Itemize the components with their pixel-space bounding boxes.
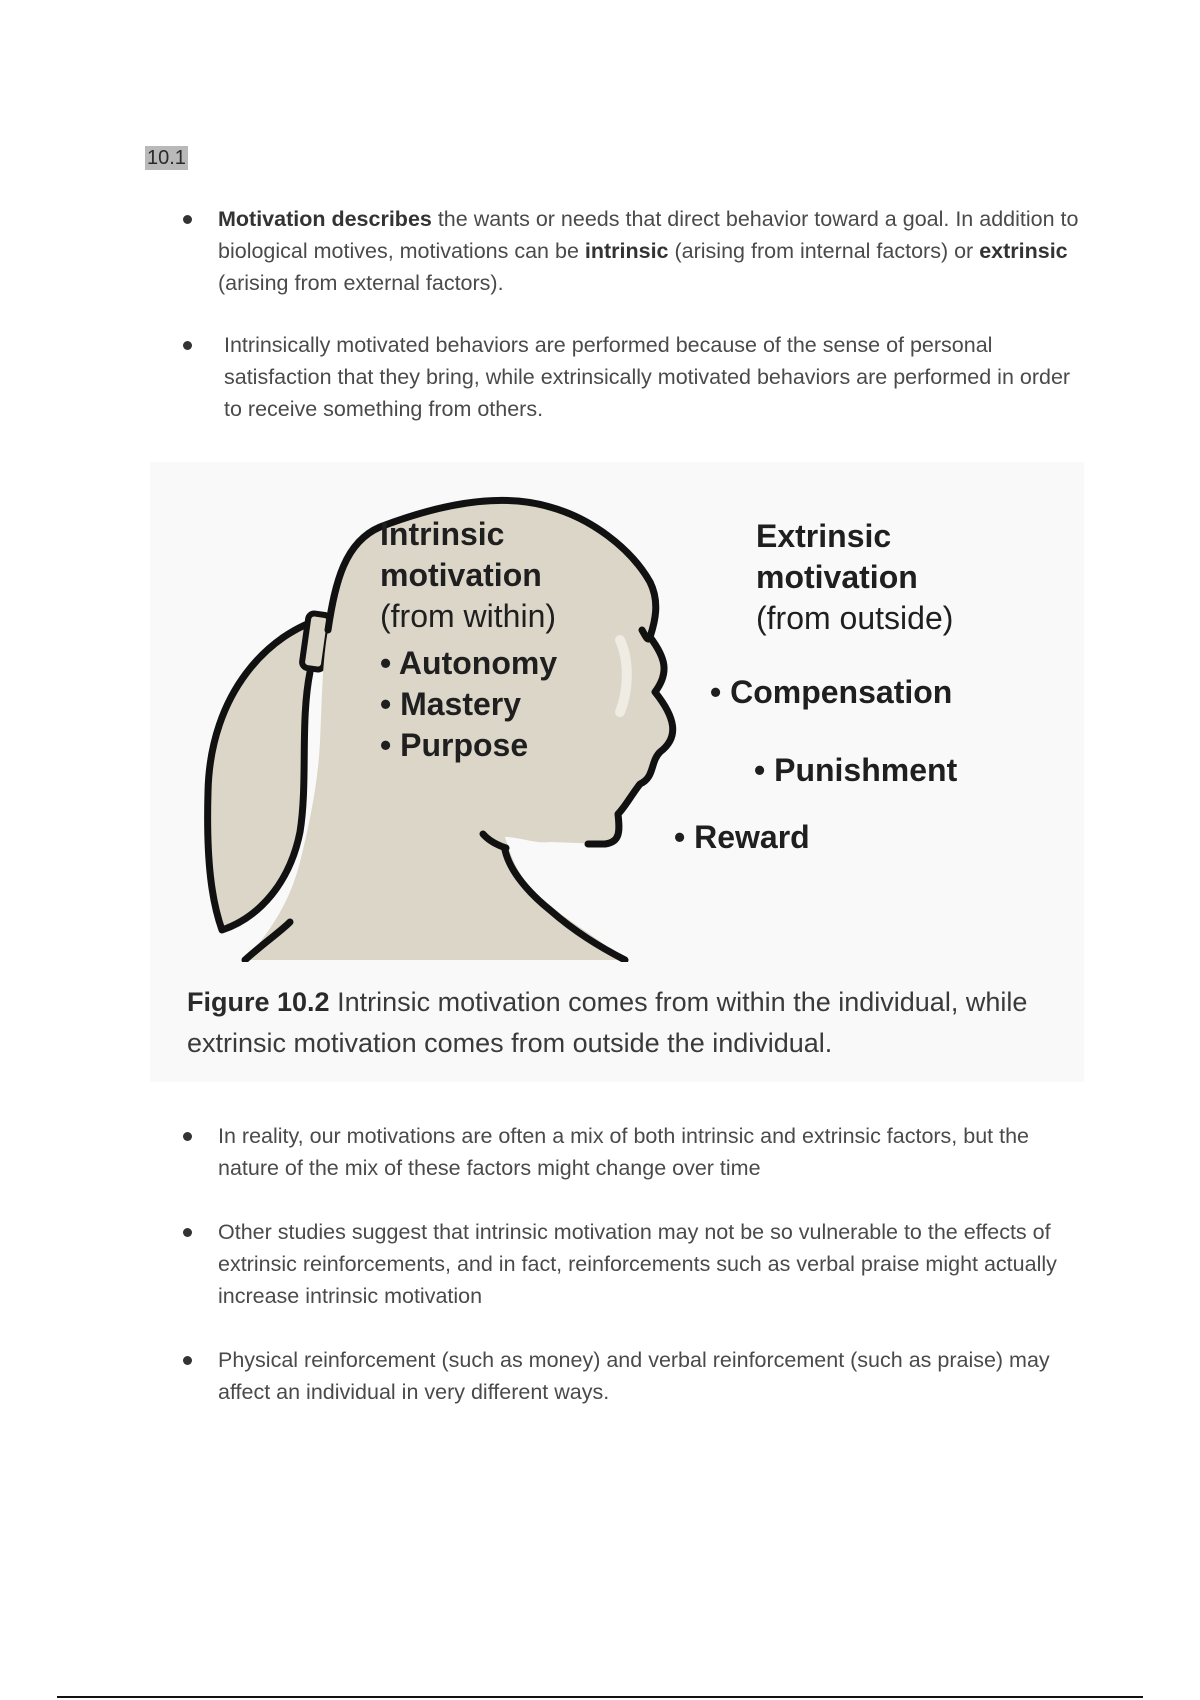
extrinsic-item-compensation: • Compensation — [710, 674, 953, 710]
list-item — [0, 1216, 1200, 1312]
notes-list-bottom — [0, 1120, 1200, 1408]
note-text: In reality, our motivations are often a mix of both intrinsic and extrinsic factors, but the nature of the mix of these factors might change over time — [218, 1124, 1030, 1180]
list-item — [0, 1120, 1200, 1184]
bullet-icon — [183, 1356, 192, 1365]
figure-caption-text: Intrinsic motivation comes from within the individual, while extrinsic motivation comes from outside the individual. — [187, 987, 1028, 1058]
intrinsic-item-autonomy: • Autonomy — [380, 645, 558, 681]
note-text: Physical reinforcement (such as money) and verbal reinforcement (such as praise) may affect an individual in very different ways. — [218, 1348, 1050, 1404]
bullet-icon — [183, 1132, 192, 1141]
notes-list-top — [0, 203, 1200, 425]
list-item — [0, 203, 1200, 299]
bullet-icon — [183, 341, 192, 350]
note-text: Other studies suggest that intrinsic motivation may not be so vulnerable to the effects of extrinsic reinforcements, and in fact, reinforcements such as verbal praise might actually increase intrinsic motivation — [218, 1220, 1057, 1308]
bullet-icon — [183, 1228, 192, 1237]
note-text: Motivation describes the wants or needs that direct behavior toward a goal. In addition to biological motives, motivations can be intrinsic (arising from internal factors) or extrinsic (arising from external factors). — [218, 207, 1079, 295]
note-text: Intrinsically motivated behaviors are performed because of the sense of personal satisfaction that they bring, while extrinsically motivated behaviors are performed in order to receive something from others. — [224, 333, 1071, 421]
figure-caption — [187, 982, 1067, 1064]
extrinsic-item-punishment: • Punishment — [754, 752, 958, 788]
list-item — [0, 329, 1200, 425]
list-item — [0, 1344, 1200, 1408]
section-number-tag: 10.1 — [147, 147, 186, 169]
intrinsic-title-line2: motivation — [380, 557, 542, 593]
intrinsic-item-purpose: • Purpose — [380, 727, 529, 763]
bullet-icon — [183, 215, 192, 224]
extrinsic-item-reward: • Reward — [674, 819, 810, 855]
extrinsic-title-line1: Extrinsic — [756, 518, 892, 554]
intrinsic-subtitle: (from within) — [380, 598, 557, 634]
intrinsic-item-mastery: • Mastery — [380, 686, 522, 722]
figure-motivation — [150, 462, 1084, 1082]
figure-caption-label: Figure 10.2 — [187, 987, 330, 1017]
footer-divider — [57, 1696, 1143, 1698]
extrinsic-subtitle: (from outside) — [756, 600, 954, 636]
intrinsic-title-line1: Intrinsic — [380, 516, 505, 552]
extrinsic-title-line2: motivation — [756, 559, 918, 595]
